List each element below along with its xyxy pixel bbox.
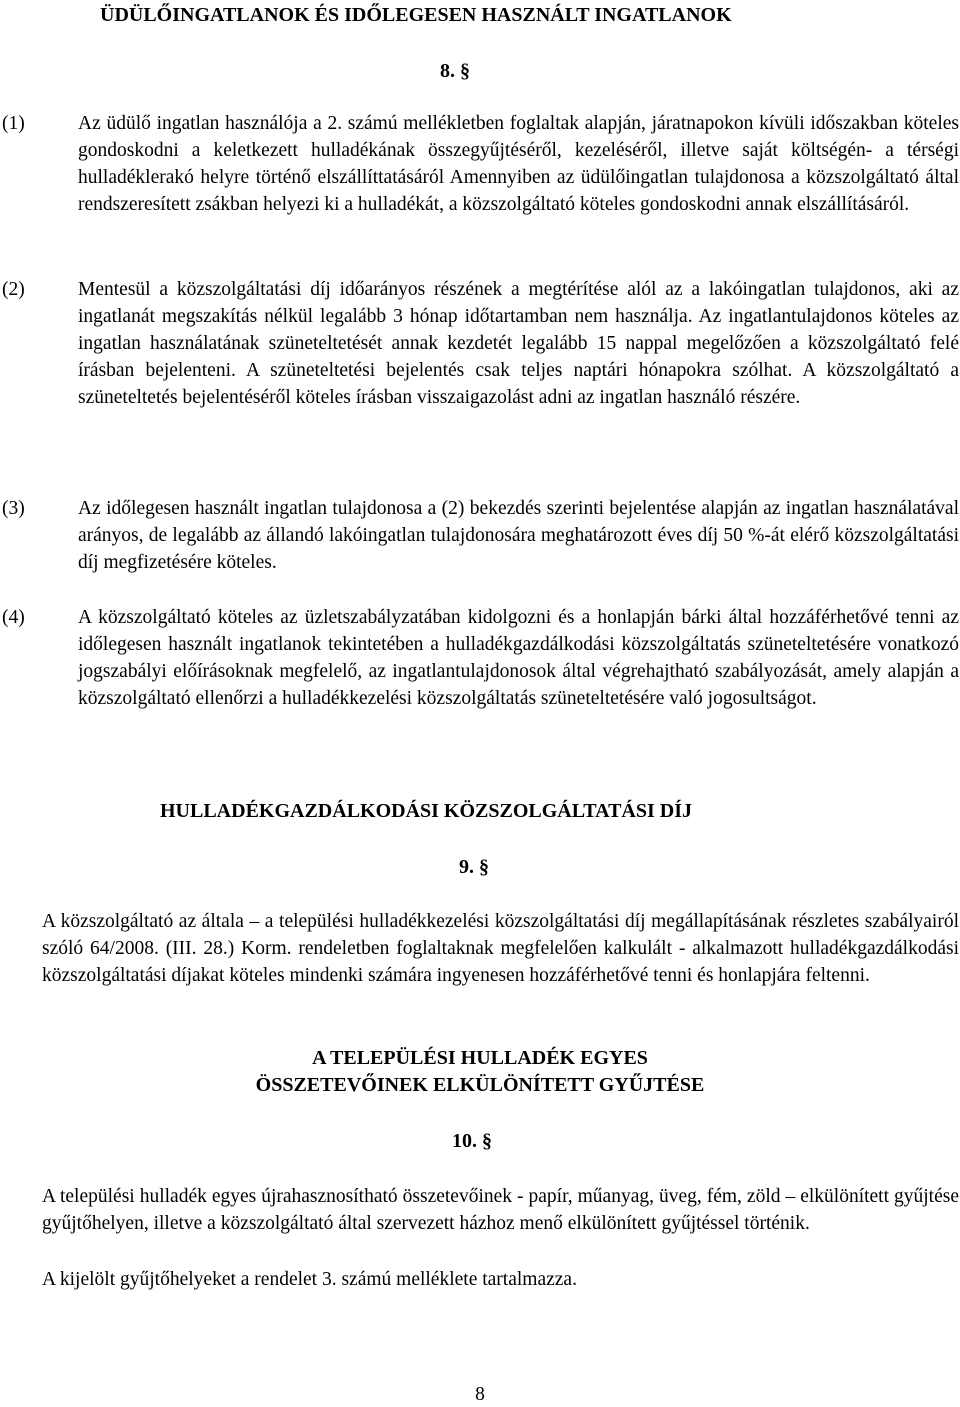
- paragraph-10-1: [0, 1183, 959, 1237]
- paragraph-text: A települési hulladék egyes újrahasznosítható összetevőinek - papír, műanyag, üveg, fém, zöld – elkülönített gyűjtése gyűjtőhelyen, illetve a közszolgáltató által szervezett házhoz menő elkülönített gyűjtéssel történik.: [42, 1186, 959, 1234]
- section-title-separate-collection-line2: ÖSSZETEVŐINEK ELKÜLÖNÍTETT GYŰJTÉSE: [255, 1074, 705, 1096]
- paragraph-text: Mentesül a közszolgáltatási díj időarányos részének a megtérítése alól az a lakóingatlan tulajdonos, aki az ingatlanát megszakítás nélkül legalább 3 hónap időtartamban nem használja. Az ingatlantulajdonos köteles az ingatlan használatának szüneteltetését annak kezdetét legalább 15 nappal megelőzően a közszolgáltató felé írásban bejelenteni. A szüneteltetési bejelentés csak teljes naptári hónapokra szólhat. A közszolgáltató a szüneteltetés bejelentéséről köteles írásban visszaigazolást adni az ingatlan használó részére.: [78, 279, 959, 408]
- paragraph-8-2: [2, 276, 959, 411]
- section-number-8: 8. §: [440, 60, 470, 82]
- paragraph-text: A közszolgáltató az általa – a települési hulladékkezelési közszolgáltatási díj megállapításának részletes szabályairól szóló 64/2008. (III. 28.) Korm. rendeletben foglaltaknak megfelelően kalkulált - alkalmazott hulladékgazdálkodási közszolgáltatási díjakat köteles mindenki számára ingyenesen hozzáférhetővé tenni és honlapjára feltenni.: [42, 911, 959, 986]
- paragraph-8-4: [2, 604, 959, 712]
- paragraph-number: (1): [2, 113, 25, 134]
- paragraph-8-3: [2, 495, 959, 576]
- paragraph-number: [0, 1183, 42, 1210]
- paragraph-number: (2): [2, 279, 25, 300]
- section-number-10: 10. §: [452, 1130, 492, 1152]
- paragraph-number: [0, 908, 42, 935]
- section-number-9: 9. §: [459, 856, 489, 878]
- paragraph-10-extra: [42, 1266, 942, 1293]
- paragraph-text: Az időlegesen használt ingatlan tulajdonosa a (2) bekezdés szerinti bejelentése alapján az ingatlan használatával arányos, de legalább az állandó lakóingatlan tulajdonosára meghatározott éves díj 50 %-át elérő közszolgáltatási díj megfizetésére köteles.: [78, 498, 959, 573]
- paragraph-text: A közszolgáltató köteles az üzletszabályzatában kidolgozni és a honlapján bárki által hozzáférhetővé tenni az időlegesen használt ingatlanok tekintetében a hulladékgazdálkodási közszolgáltatás szüneteltetésére vonatkozó jogszabályi előírásoknak megfelelő, az ingatlantulajdonosok által végrehajtható szabályozását, amely alapján a közszolgáltató ellenőrzi a hulladékkezelési közszolgáltatás szüneteltetésére való jogosultságot.: [78, 607, 959, 709]
- paragraph-text: Az üdülő ingatlan használója a 2. számú mellékletben foglaltak alapján, járatnapokon kívüli időszakban köteles gondoskodni a keletkezett hulladékának összegyűjtéséről, kezeléséről, illetve saját költségén- a térségi hulladéklerakó helyre történő elszállíttatásáról Amennyiben az üdülőingatlan tulajdonosa a közszolgáltató által rendszeresített zsákban helyezi ki a hulladékát, a közszolgáltató köteles gondoskodni annak elszállításáról.: [78, 113, 959, 215]
- paragraph-number: (4): [2, 607, 25, 628]
- paragraph-9-1: [0, 908, 959, 989]
- section-title-separate-collection-line1: A TELEPÜLÉSI HULLADÉK EGYES: [312, 1047, 648, 1069]
- paragraph-number: (3): [2, 498, 25, 519]
- paragraph-text: A kijelölt gyűjtőhelyeket a rendelet 3. számú melléklete tartalmazza.: [42, 1269, 577, 1290]
- paragraph-8-1: [2, 110, 959, 218]
- page-number: 8: [475, 1384, 485, 1405]
- section-title-holiday-properties: ÜDÜLŐINGATLANOK ÉS IDŐLEGESEN HASZNÁLT INGATLANOK: [100, 4, 732, 26]
- section-title-waste-fee: HULLADÉKGAZDÁLKODÁSI KÖZSZOLGÁLTATÁSI DÍJ: [160, 800, 692, 822]
